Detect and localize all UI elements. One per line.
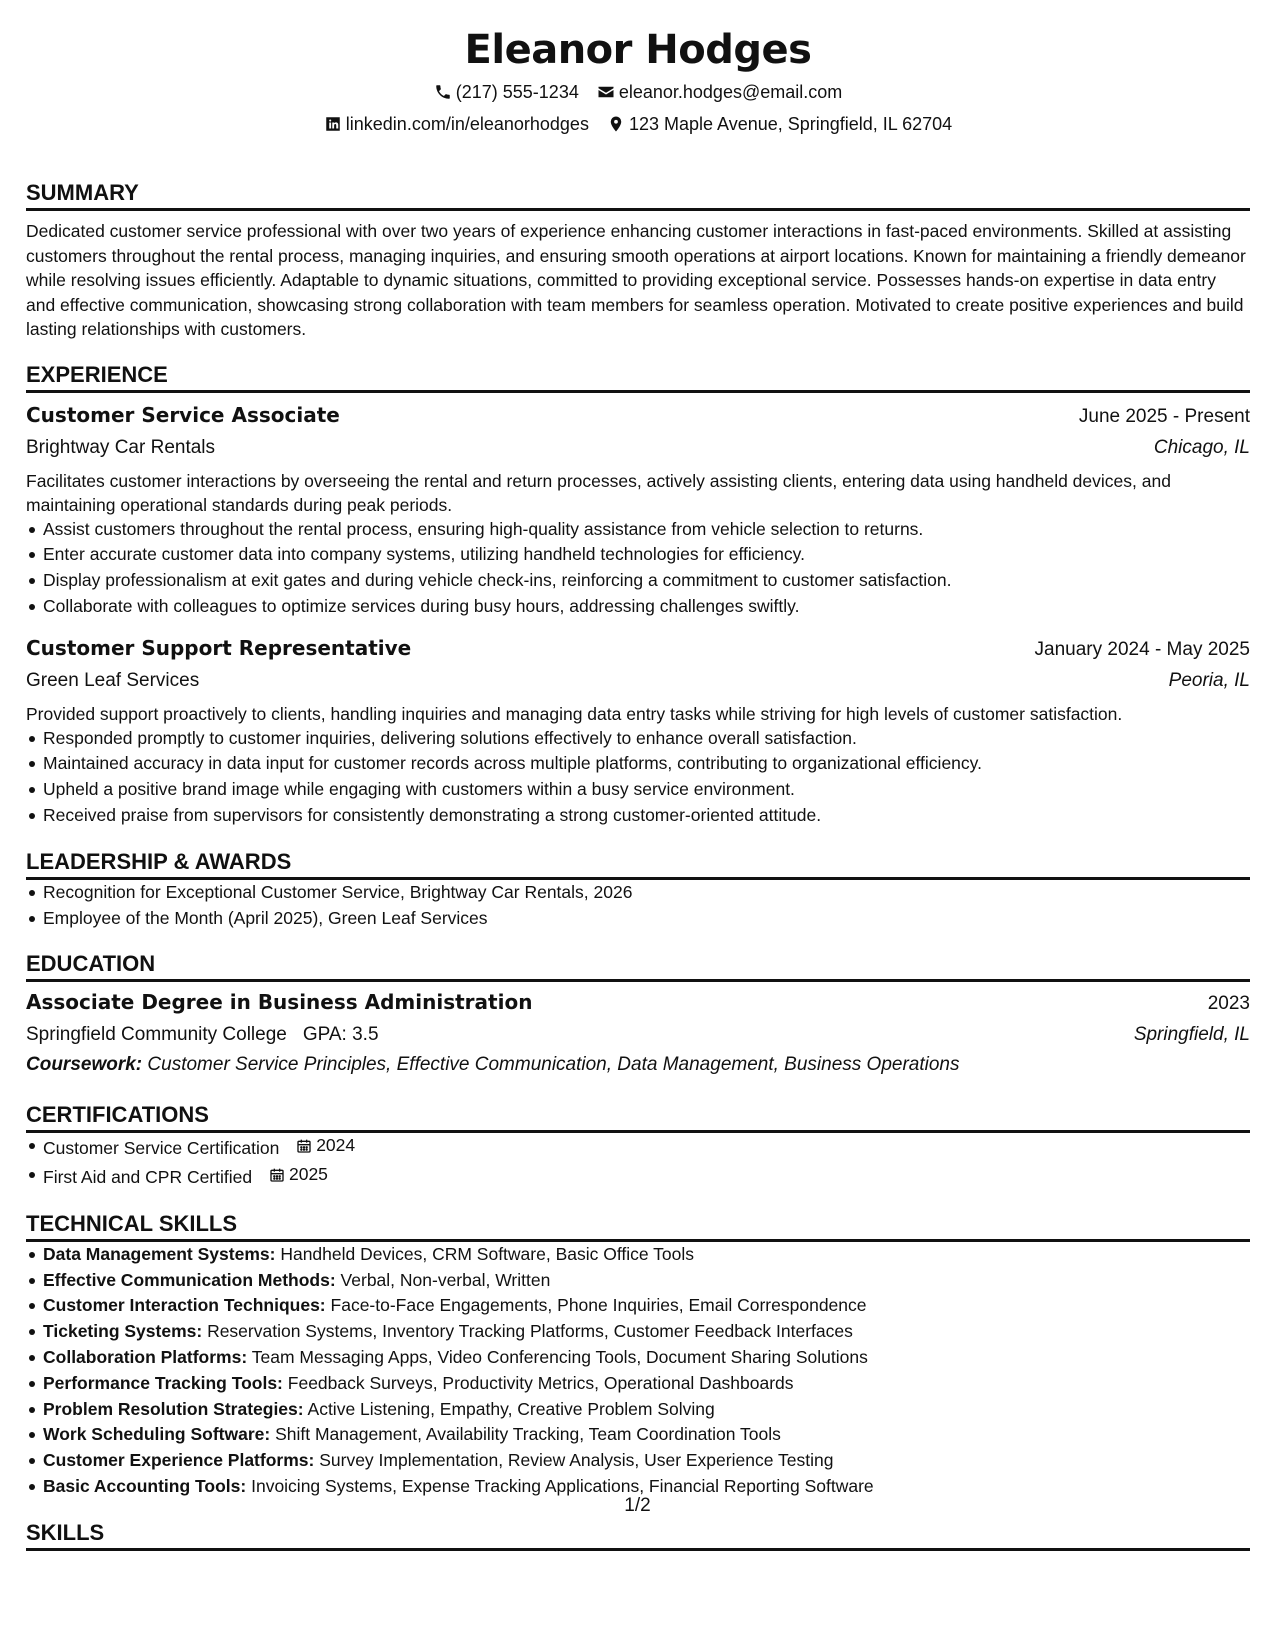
list-item [26, 1371, 1250, 1397]
job-dates: June 2025 - Present [1078, 405, 1250, 427]
list-item [26, 1268, 1250, 1294]
contact-line-1 [26, 80, 1250, 104]
list-item [26, 1397, 1250, 1423]
gpa: GPA: 3.5 [302, 1024, 379, 1046]
contact-email [597, 80, 842, 104]
skill-label: Basic Accounting Tools: [43, 1476, 247, 1497]
section-title-summary: SUMMARY [26, 180, 1250, 211]
cert-year: 2024 [316, 1135, 356, 1156]
list-item: Collaborate with colleagues to optimize services during busy hours, addressing challenges swiftly. [26, 594, 1250, 620]
job-entry [26, 632, 1250, 829]
list-item: Upheld a positive brand image while engaging with customers within a busy service environment. [26, 777, 1250, 803]
list-item: Recognition for Exceptional Customer Service, Brightway Car Rentals, 2026 [26, 880, 1250, 906]
address-text: 123 Maple Avenue, Springfield, IL 62704 [628, 114, 953, 134]
list-item: Responded promptly to customer inquiries, delivering solutions effectively to enhance overall satisfaction. [26, 726, 1250, 752]
list-item [26, 1422, 1250, 1448]
skill-label: Work Scheduling Software: [43, 1424, 271, 1445]
contact-address [607, 112, 952, 136]
job-description: Provided support proactively to clients, handling inquiries and managing data entry tasks while striving for high levels of customer satisfaction. [26, 703, 1123, 724]
list-item: Employee of the Month (April 2025), Green Leaf Services [26, 906, 1250, 932]
job-bullets [26, 517, 1250, 620]
skill-label: Data Management Systems: [43, 1243, 276, 1264]
section-title-certifications: CERTIFICATIONS [26, 1102, 1250, 1133]
skill-value: Invoicing Systems, Expense Tracking Applications, Financial Reporting Software [251, 1476, 874, 1497]
list-item: Enter accurate customer data into company systems, utilizing handheld technologies for efficiency. [26, 542, 1250, 568]
envelope-icon [597, 83, 615, 101]
section-title-experience: EXPERIENCE [26, 362, 1250, 393]
page-number: 1/2 [624, 1495, 651, 1516]
skill-value: Face-to-Face Engagements, Phone Inquiries, Email Correspondence [330, 1295, 867, 1316]
job-title: Customer Support Representative [26, 635, 412, 660]
skill-value: Verbal, Non-verbal, Written [340, 1269, 551, 1290]
skill-label: Effective Communication Methods: [43, 1269, 336, 1290]
degree-title: Associate Degree in Business Administration [26, 990, 533, 1015]
skill-label: Performance Tracking Tools: [43, 1372, 283, 1393]
coursework-text: Customer Service Principles, Effective Communication, Data Management, Business Operations [147, 1054, 960, 1076]
map-pin-icon [607, 115, 625, 133]
skill-value: Survey Implementation, Review Analysis, User Experience Testing [319, 1450, 834, 1471]
candidate-name: Eleanor Hodges [464, 27, 812, 73]
coursework-line [26, 1050, 1250, 1080]
cert-name: First Aid and CPR Certified [43, 1167, 253, 1188]
list-item [26, 1242, 1250, 1268]
skill-label: Problem Resolution Strategies: [43, 1398, 304, 1419]
list-item [26, 1448, 1250, 1474]
job-company: Brightway Car Rentals [26, 436, 216, 458]
job-company: Green Leaf Services [26, 669, 200, 691]
section-title-education: EDUCATION [26, 951, 1250, 982]
school-name: Springfield Community College [26, 1024, 287, 1046]
section-title-technical-skills: TECHNICAL SKILLS [26, 1211, 1250, 1242]
certifications-list [26, 1133, 1250, 1190]
list-item: Received praise from supervisors for consistently demonstrating a strong customer-oriented attitude. [26, 803, 1250, 829]
section-title-leadership: LEADERSHIP & AWARDS [26, 849, 1250, 880]
contact-phone [434, 80, 579, 104]
list-item [26, 1293, 1250, 1319]
list-item: Maintained accuracy in data input for customer records across multiple platforms, contributing to organizational efficiency. [26, 751, 1250, 777]
job-bullets [26, 726, 1250, 829]
cert-year: 2025 [288, 1164, 328, 1185]
technical-skills-list [26, 1242, 1250, 1500]
cert-date [269, 1162, 328, 1188]
graduation-year: 2023 [1207, 993, 1250, 1015]
skill-value: Shift Management, Availability Tracking, Team Coordination Tools [275, 1424, 781, 1445]
phone-text: (217) 555-1234 [455, 82, 579, 102]
skill-label: Customer Experience Platforms: [43, 1450, 315, 1471]
job-location: Peoria, IL [1168, 669, 1250, 691]
skill-value: Team Messaging Apps, Video Conferencing Tools, Document Sharing Solutions [251, 1347, 868, 1368]
job-location: Chicago, IL [1153, 436, 1250, 458]
education-entry [26, 986, 1250, 1080]
skill-label: Collaboration Platforms: [43, 1347, 248, 1368]
skill-value: Reservation Systems, Inventory Tracking Platforms, Customer Feedback Interfaces [207, 1321, 853, 1342]
section-title-skills: SKILLS [26, 1520, 1250, 1551]
resume-page [26, 0, 1250, 1551]
job-title: Customer Service Associate [26, 402, 340, 427]
coursework-label: Coursework: [26, 1054, 143, 1076]
email-text: eleanor.hodges@email.com [618, 82, 843, 102]
list-item [26, 1162, 1250, 1191]
list-item [26, 1345, 1250, 1371]
linkedin-icon [324, 115, 342, 133]
phone-icon [434, 83, 452, 101]
school-line [26, 1020, 379, 1050]
contact-linkedin [324, 112, 589, 136]
awards-list [26, 880, 1250, 932]
calendar-icon [296, 1138, 312, 1154]
skill-label: Customer Interaction Techniques: [43, 1295, 326, 1316]
calendar-icon [269, 1167, 285, 1183]
skill-label: Ticketing Systems: [43, 1321, 203, 1342]
list-item: Assist customers throughout the rental process, ensuring high-quality assistance from vehicle selection to returns. [26, 517, 1250, 543]
cert-date [296, 1133, 355, 1159]
skill-value: Handheld Devices, CRM Software, Basic Office Tools [280, 1243, 695, 1264]
list-item: Display professionalism at exit gates and during vehicle check-ins, reinforcing a commitment to customer satisfaction. [26, 568, 1250, 594]
job-entry [26, 399, 1250, 620]
skill-value: Active Listening, Empathy, Creative Problem Solving [307, 1398, 715, 1419]
list-item [26, 1133, 1250, 1162]
list-item [26, 1319, 1250, 1345]
cert-name: Customer Service Certification [43, 1138, 280, 1159]
school-location: Springfield, IL [1133, 1024, 1250, 1046]
job-dates: January 2024 - May 2025 [1034, 638, 1250, 660]
contact-line-2 [26, 112, 1250, 136]
skill-value: Feedback Surveys, Productivity Metrics, Operational Dashboards [287, 1372, 794, 1393]
job-description: Facilitates customer interactions by overseeing the rental and return processes, actively assisting clients, entering data using handheld devices, and maintaining operational standards during peak periods. [26, 470, 1171, 515]
summary-text: Dedicated customer service professional with over two years of experience enhancing customer interactions in fast-paced environments. Skilled at assisting customers throughout the rental process, managing inquiries, and ensuring smooth operations at airport locations. Known for maintaining a friendly demeanor while resolving issues efficiently. Adaptable to dynamic situations, committed to providing exceptional service. Possesses hands-on expertise in data entry and effective communication, showcasing strong collaboration with team members for seamless operation. Motivated to create positive experiences and build lasting relationships with customers. [26, 221, 1246, 339]
linkedin-text: linkedin.com/in/eleanorhodges [345, 114, 589, 134]
